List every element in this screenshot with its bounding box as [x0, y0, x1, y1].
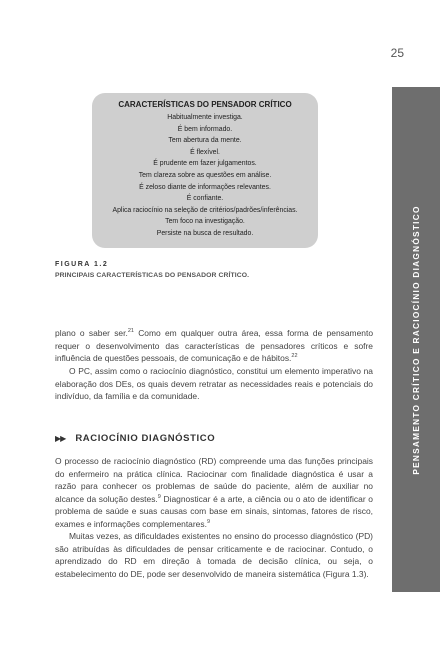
section-heading [55, 433, 215, 444]
side-tab-label: PENSAMENTO CRÍTICO E RACIOCÍNIO DIAGNÓSTICO [411, 204, 421, 475]
section-title: RACIOCÍNIO DIAGNÓSTICO [75, 433, 216, 444]
box-title: CARACTERÍSTICAS DO PENSADOR CRÍTICO [118, 100, 292, 109]
box-item: Aplica raciocínio na seleção de critérios/padrões/inferências. [112, 206, 298, 214]
box-item: Persiste na busca de resultado. [156, 229, 254, 237]
box-item: É confiante. [186, 195, 224, 203]
box-item: É flexível. [190, 148, 220, 156]
paragraph-4: Muitas vezes, as dificuldades existentes no ensino do processo diagnóstico (PD) são atribuídas às dificuldades de pensar criticamente e de raciocinar. Contudo, o aprendizado do RD em direção à tomada de decisão clínica, ou seja, o estabelecimento do DE, pode ser desenvolvido de maneira sistemática (Figura 1.3). [55, 531, 373, 579]
figure-label: FIGURA 1.2 [55, 261, 109, 268]
box-item: É bem informado. [177, 125, 233, 133]
reference-9: 9 [206, 519, 211, 526]
reference-21: 21 [127, 328, 134, 335]
reference-22: 22 [291, 353, 298, 360]
box-item: É prudente em fazer julgamentos. [153, 160, 257, 168]
box-item: Tem foco na investigação. [165, 218, 245, 226]
characteristics-box [92, 93, 318, 248]
section-arrow-icon: ▶▶ [55, 434, 66, 443]
paragraph-3: O processo de raciocínio diagnóstico (RD) compreende uma das funções principais do enfermeiro na prática clínica. Raciocinar com finalidade diagnóstica é usar a razão para conhecer os problemas de saúde do paciente, além de auxiliar no alcance da solução destes.$^9$ Diagnosticar é a arte, a ciência ou o ato de identificar o problema de saúde e suas causas com base em sinais, sintomas, fatores de risco, exames e informações complementares.$^9$ [55, 456, 373, 529]
figure-caption: PRINCIPAIS CARACTERÍSTICAS DO PENSADOR CRÍTICO. [55, 272, 250, 279]
reference-9: 9 [157, 493, 161, 500]
paragraph-2: O PC, assim como o raciocínio diagnóstico, constitui um elemento imperativo na elaboração dos DEs, os quais devem retratar as necessidades reais e potenciais do indivíduo, da família e da comunidade. [55, 366, 373, 402]
page-number: 25 [390, 46, 404, 60]
box-item: Tem clareza sobre as questões em análise. [138, 171, 272, 179]
paragraph-1: plano o saber ser.$^{21}$ Como em qualquer outra área, essa forma de pensamento requer o desenvolvimento das características de pensadores críticos e sofre influência de questões pessoais, de comunicação e de hábitos.$^{22}$ [55, 328, 374, 364]
box-item: É zeloso diante de informações relevantes. [139, 183, 271, 191]
box-item: Tem abertura da mente. [168, 137, 242, 145]
box-item: Habitualmente investiga. [167, 114, 243, 121]
side-tab [392, 87, 440, 592]
